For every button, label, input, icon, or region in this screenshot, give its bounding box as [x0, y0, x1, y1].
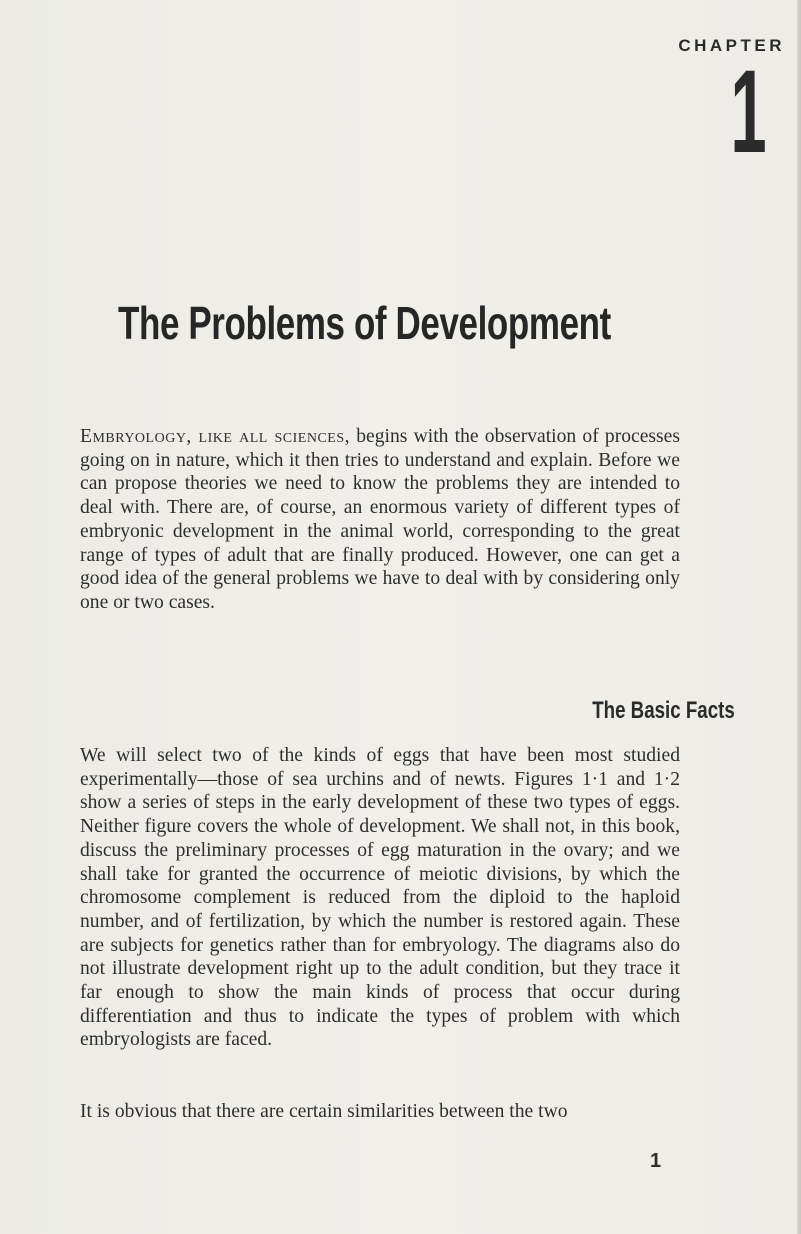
section-heading: The Basic Facts [592, 697, 735, 724]
page-number: 1 [650, 1150, 662, 1172]
intro-lead-words: Embryology, like all sciences, [80, 426, 351, 447]
continued-paragraph: It is obvious that there are certain similarities between the two [80, 1101, 568, 1122]
chapter-label: CHAPTER [678, 36, 785, 55]
page-edge-shadow [797, 0, 801, 1234]
chapter-number: 1 [730, 46, 767, 178]
intro-body-text: begins with the observation of processes going on in nature, which it then tries to understand and explain. Before we can propose theories we need to know the problems they are intended to deal with. There are, of course, an enormous variety of different types of embryonic development in the animal world, corresponding to the great range of types of adult that are finally produced. However, one can get a good idea of the general problems we have to deal with by considering only one or two cases. [80, 426, 680, 613]
section-paragraph: We will select two of the kinds of eggs that have been most studied experimentally—those of sea urchins and of newts. Figures 1·1 and 1·2 show a series of steps in the early development of these two types of eggs. Neither figure covers the whole of development. We shall not, in this book, discuss the preliminary processes of egg maturation in the ovary; and we shall take for granted the occurrence of meiotic divisions, by which the chromosome complement is reduced from the diploid to the haploid number, and of fertilization, by which the number is restored again. These are subjects for genetics rather than for embryology. The diagrams also do not illustrate development right up to the adult condition, but they trace it far enough to show the main kinds of process that occur during differentiation and thus to indicate the types of problem with which embryologists are faced. [80, 745, 680, 1051]
chapter-title: The Problems of Development [118, 297, 611, 349]
intro-paragraph [80, 425, 680, 615]
